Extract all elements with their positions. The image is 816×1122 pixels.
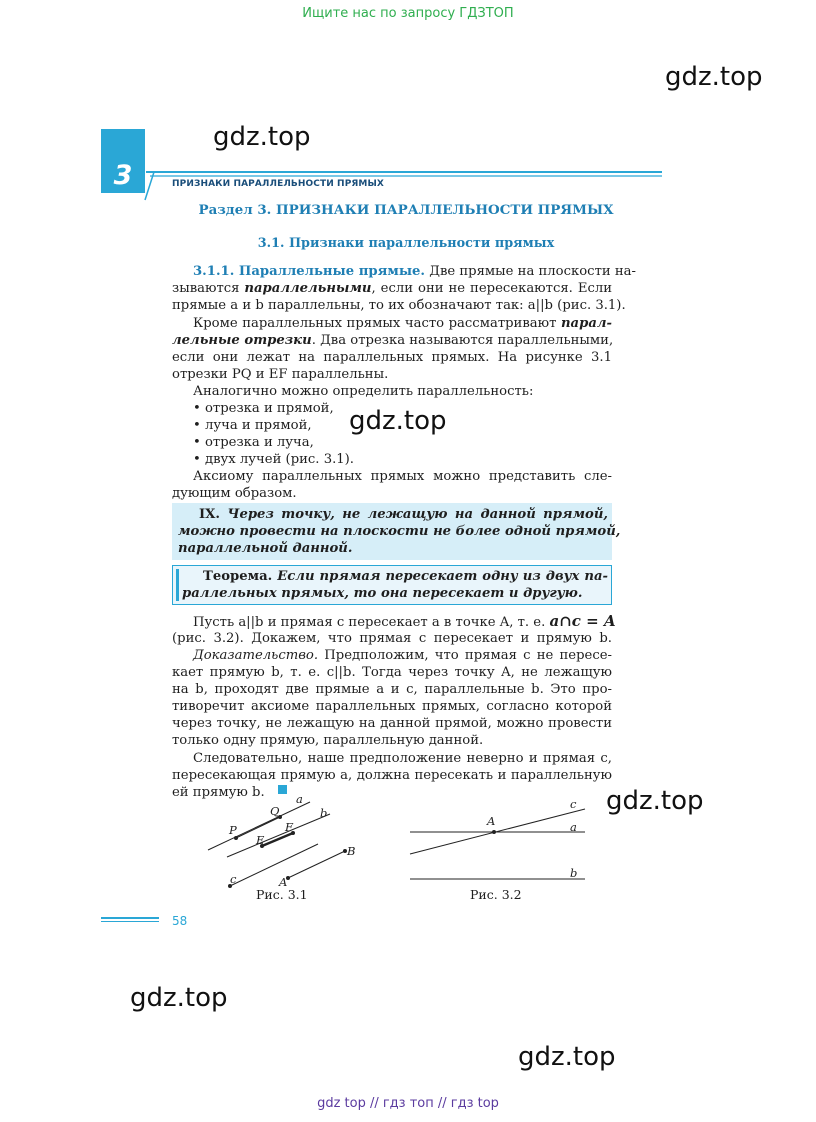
figure-label: Q	[270, 804, 280, 818]
text-line: Доказательство. Предположим, что прямая c не пересе-	[193, 648, 612, 663]
text-line: 3.1.1. Параллельные прямые. Две прямые на плоскости на-	[193, 264, 636, 279]
axiom-number: IX.	[199, 507, 220, 522]
term: параллельными	[244, 281, 372, 296]
text-line: (рис. 3.2). Докажем, что прямая c пересекает и прямую b.	[172, 631, 612, 646]
text-line: на b, проходят две прямые a и c, параллельные b. Это про-	[172, 682, 612, 697]
term: лельные отрезки	[172, 333, 312, 348]
text-line: если они лежат на параллельных прямых. На рисунке 3.1	[172, 350, 612, 365]
figure-label: a	[570, 820, 577, 834]
figure-caption: Рис. 3.1	[256, 887, 308, 902]
text-line: лельные отрезки. Два отрезка называются параллельными,	[172, 333, 614, 348]
figure-label: F	[285, 820, 293, 834]
figure-caption: Рис. 3.2	[470, 887, 522, 902]
page-number: 58	[172, 914, 188, 928]
top-note: Ищите нас по запросу ГДЗТОП	[302, 6, 514, 21]
figure-3-2	[405, 800, 590, 885]
text-line: Аксиому параллельных прямых можно представить сле-	[193, 469, 612, 484]
figure-label: A	[279, 875, 288, 889]
text-line: Аналогично можно определить параллельность:	[193, 384, 534, 399]
list-item: • двух лучей (рис. 3.1).	[193, 452, 354, 467]
figure-label: b	[320, 806, 328, 820]
text-line: кает прямую b, т. е. c||b. Тогда через точку A, не лежащую	[172, 665, 612, 680]
list-item: • луча и прямой,	[193, 418, 312, 433]
figure-label: c	[230, 872, 237, 886]
list-item: • отрезка и прямой,	[193, 401, 334, 416]
text-line: дующим образом.	[172, 486, 297, 501]
text-line: тиворечит аксиоме параллельных прямых, согласно которой	[172, 699, 612, 714]
figure-label: E	[256, 833, 265, 847]
text-line: Пусть a||b и прямая c пересекает a в точке A, т. е. a∩c = A	[193, 612, 616, 630]
text-line: через точку, не лежащую на данной прямой, можно провести	[172, 716, 612, 731]
page-rule	[101, 917, 159, 919]
text-line: Следовательно, наше предположение неверно и прямая c,	[193, 751, 612, 766]
theorem-label: Теорема.	[203, 569, 273, 584]
figure-label: P	[229, 823, 237, 837]
page-rule	[101, 921, 159, 922]
section-title: Раздел 3. ПРИЗНАКИ ПАРАЛЛЕЛЬНОСТИ ПРЯМЫХ	[198, 202, 614, 218]
text-line: пересекающая прямую a, должна пересекать и параллельную	[172, 768, 612, 783]
figure-label: B	[347, 844, 356, 858]
term: парал-	[560, 316, 612, 331]
theorem-line: Теорема. Если прямая пересекает одну из двух па-	[203, 569, 608, 584]
text-line: ей прямую b.	[172, 785, 265, 800]
chapter-number: 3	[113, 160, 133, 191]
watermark: gdz.top	[518, 1042, 616, 1072]
formula: a∩c = A	[549, 612, 616, 630]
axiom-line: параллельной данной.	[178, 541, 353, 556]
figure-label: c	[570, 797, 577, 811]
subsection-title: 3.1. Признаки параллельности прямых	[257, 236, 555, 251]
watermark: gdz.top	[349, 406, 447, 436]
term-heading: 3.1.1. Параллельные прямые.	[193, 264, 426, 279]
list-item: • отрезка и луча,	[193, 435, 314, 450]
footer-links: gdz top // гдз топ // гдз top	[317, 1096, 499, 1111]
proof-label: Доказательство.	[193, 648, 319, 663]
text-line: отрезки PQ и EF параллельны.	[172, 367, 389, 382]
text-line: Кроме параллельных прямых часто рассматривают парал-	[193, 316, 612, 331]
text-line: зываются параллельными, если они не пересекаются. Если	[172, 281, 612, 296]
text-line: прямые a и b параллельны, то их обозначают так: a||b (рис. 3.1).	[172, 298, 626, 313]
figure-label: a	[296, 792, 303, 806]
axiom-line: IX. Через точку, не лежащую на данной прямой,	[199, 507, 608, 522]
figure-label: b	[570, 866, 578, 880]
watermark: gdz.top	[665, 62, 763, 92]
figure-label: A	[487, 814, 496, 828]
running-head: ПРИЗНАКИ ПАРАЛЛЕЛЬНОСТИ ПРЯМЫХ	[172, 179, 384, 189]
watermark: gdz.top	[213, 122, 311, 152]
axiom-line: можно провести на плоскости не более одной прямой,	[178, 524, 621, 539]
watermark: gdz.top	[130, 983, 228, 1013]
watermark: gdz.top	[606, 786, 704, 816]
theorem-line: раллельных прямых, то она пересекает и другую.	[182, 586, 583, 601]
text-line: только одну прямую, параллельную данной.	[172, 733, 484, 748]
